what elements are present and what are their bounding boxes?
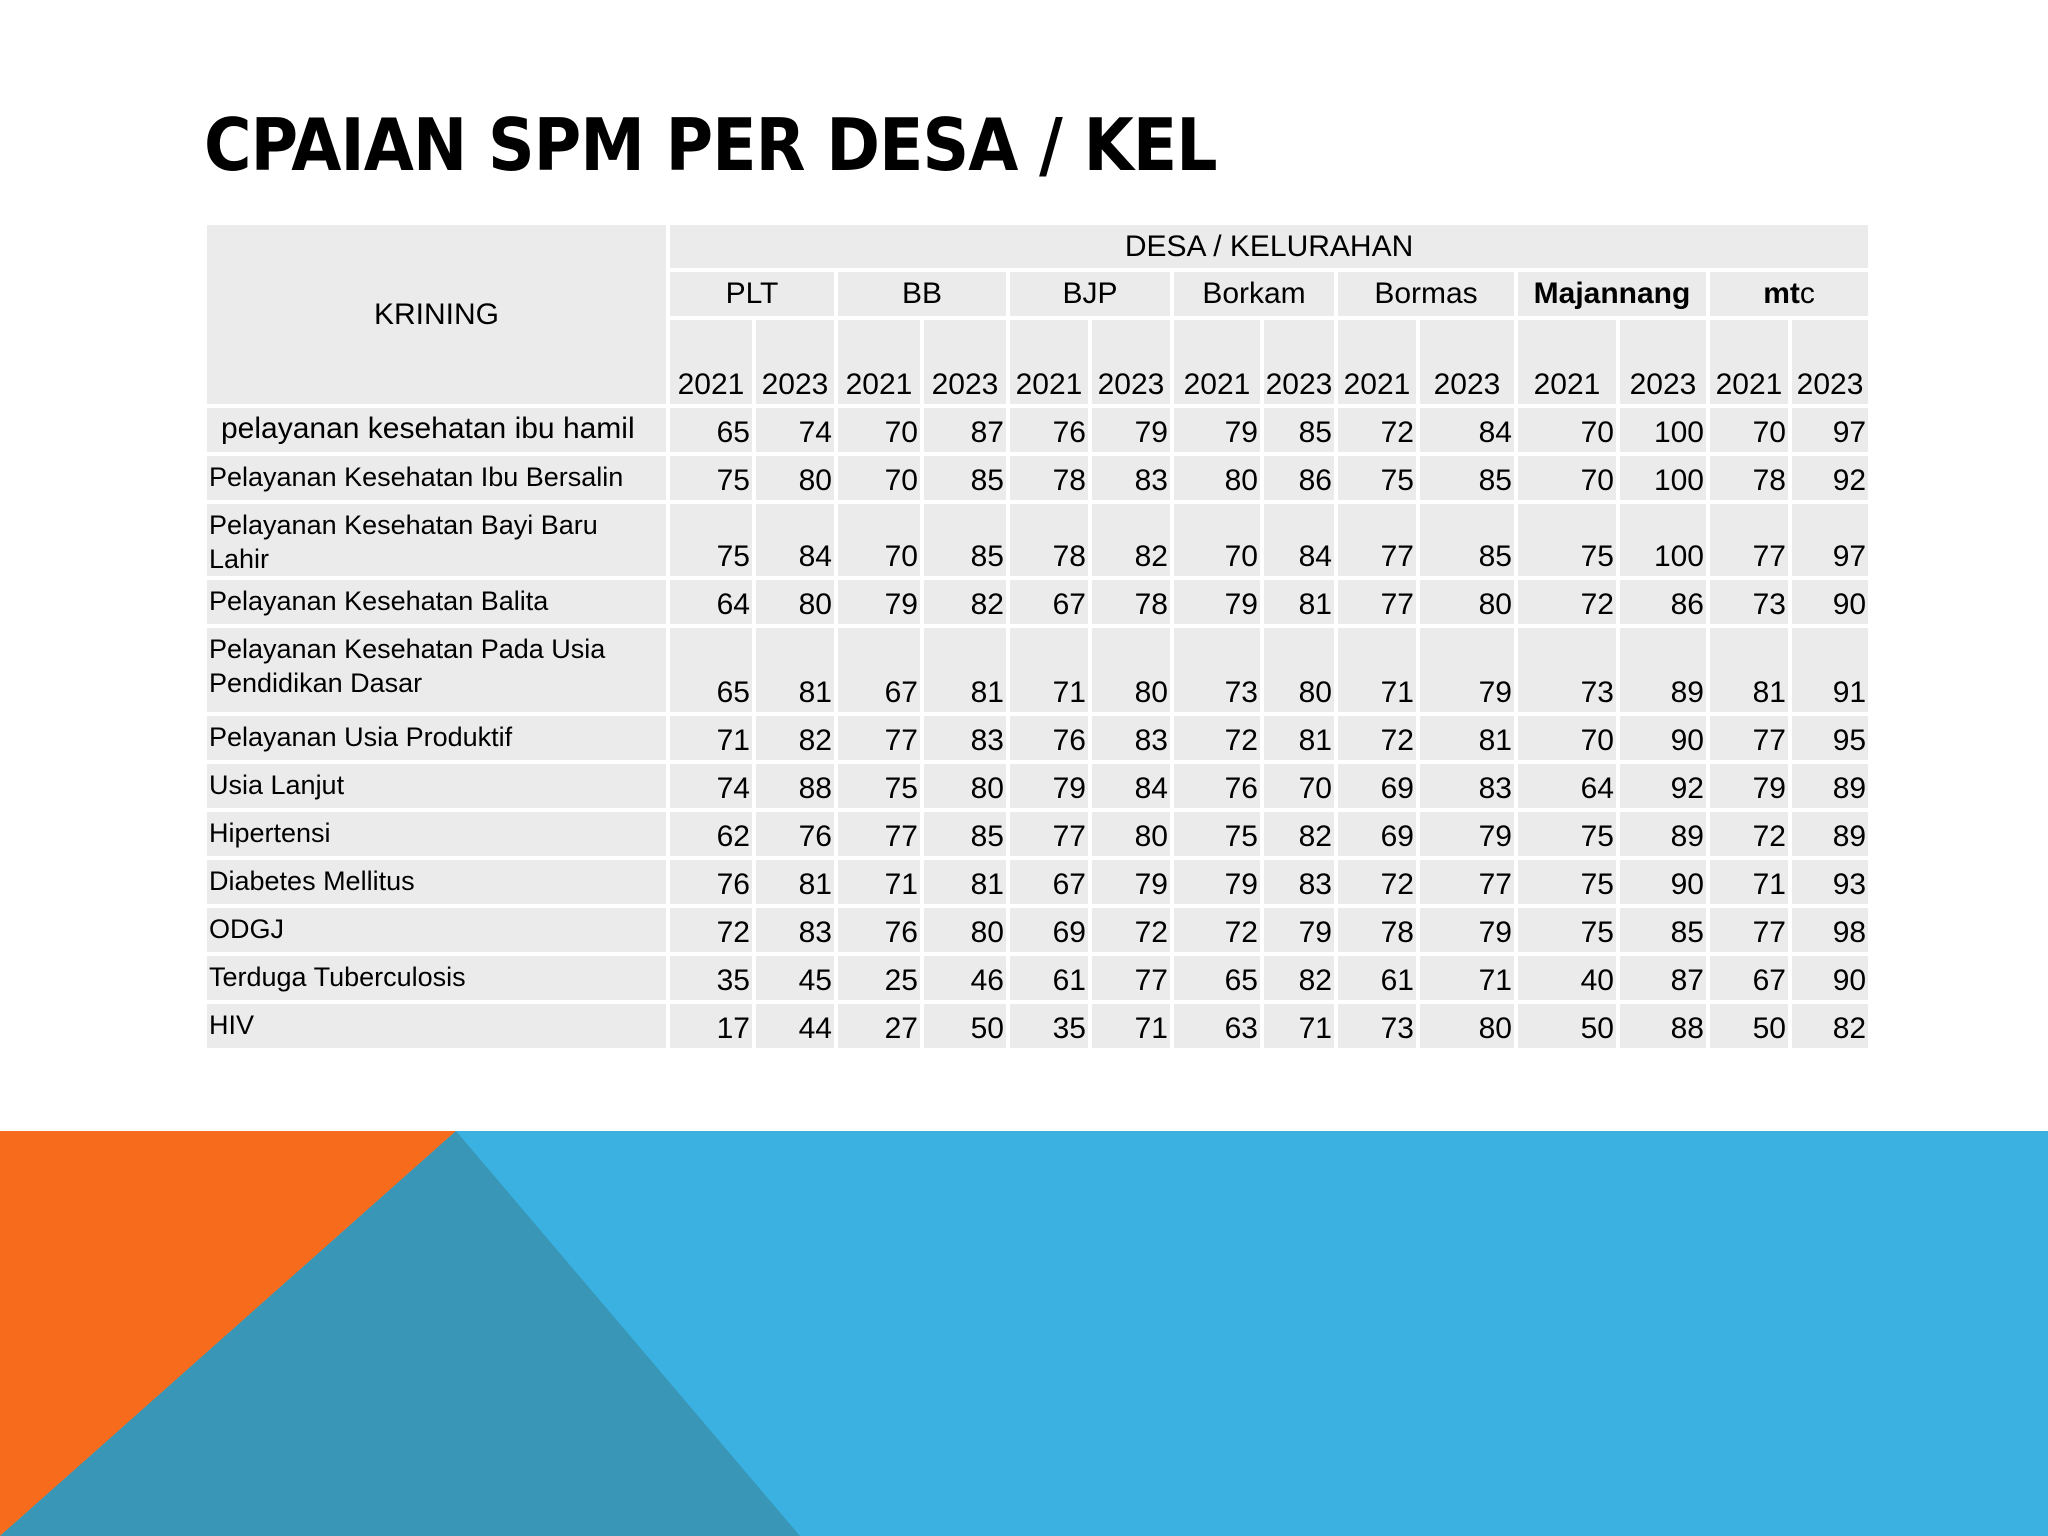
value-cell: 80: [754, 454, 836, 502]
value-cell: 44: [754, 1002, 836, 1050]
table-row: [205, 454, 1870, 502]
value-cell: 81: [922, 858, 1008, 906]
value-cell: 35: [668, 954, 754, 1002]
value-cell: 64: [668, 578, 754, 626]
value-cell: 35: [1008, 1002, 1090, 1050]
value-cell: 90: [1790, 954, 1870, 1002]
value-cell: 71: [1008, 626, 1090, 714]
value-cell: 70: [1516, 714, 1618, 762]
value-cell: 98: [1790, 906, 1870, 954]
value-cell: 76: [836, 906, 922, 954]
year-header-majannang-2023: 2023: [1618, 318, 1708, 406]
value-cell: 70: [1516, 406, 1618, 454]
value-cell: 100: [1618, 406, 1708, 454]
year-header-majannang-2021: 2021: [1516, 318, 1618, 406]
year-header-borkam-2021: 2021: [1172, 318, 1262, 406]
value-cell: 81: [1708, 626, 1790, 714]
value-cell: 81: [754, 858, 836, 906]
value-cell: 95: [1790, 714, 1870, 762]
value-cell: 97: [1790, 406, 1870, 454]
value-cell: 77: [1008, 810, 1090, 858]
value-cell: 82: [1262, 954, 1336, 1002]
value-cell: 78: [1090, 578, 1172, 626]
table-row: [205, 762, 1870, 810]
value-cell: 81: [922, 626, 1008, 714]
value-cell: 92: [1618, 762, 1708, 810]
value-cell: 79: [1418, 810, 1516, 858]
value-cell: 93: [1790, 858, 1870, 906]
value-cell: 80: [1418, 578, 1516, 626]
value-cell: 71: [668, 714, 754, 762]
value-cell: 85: [1418, 454, 1516, 502]
row-label: ODGJ: [205, 906, 668, 954]
value-cell: 79: [1172, 578, 1262, 626]
village-header-bjp: BJP: [1008, 270, 1172, 318]
value-cell: 46: [922, 954, 1008, 1002]
value-cell: 87: [922, 406, 1008, 454]
value-cell: 75: [836, 762, 922, 810]
year-header-mtc-2023: 2023: [1790, 318, 1870, 406]
village-name-bold-part: mt: [1763, 277, 1800, 310]
value-cell: 79: [1262, 906, 1336, 954]
value-cell: 72: [1172, 906, 1262, 954]
value-cell: 83: [1090, 714, 1172, 762]
value-cell: 77: [836, 810, 922, 858]
value-cell: 89: [1618, 810, 1708, 858]
value-cell: 85: [922, 502, 1008, 578]
value-cell: 77: [1708, 502, 1790, 578]
desa-kelurahan-header: DESA / KELURAHAN: [668, 223, 1870, 270]
year-header-bormas-2023: 2023: [1418, 318, 1516, 406]
value-cell: 85: [1618, 906, 1708, 954]
village-header-majannang: Majannang: [1516, 270, 1708, 318]
row-label: Usia Lanjut: [205, 762, 668, 810]
value-cell: 73: [1172, 626, 1262, 714]
value-cell: 77: [1336, 502, 1418, 578]
value-cell: 77: [1708, 714, 1790, 762]
value-cell: 80: [1262, 626, 1336, 714]
value-cell: 40: [1516, 954, 1618, 1002]
row-label: Terduga Tuberculosis: [205, 954, 668, 1002]
value-cell: 71: [1336, 626, 1418, 714]
value-cell: 80: [1090, 810, 1172, 858]
value-cell: 89: [1790, 762, 1870, 810]
value-cell: 76: [1008, 714, 1090, 762]
value-cell: 80: [1172, 454, 1262, 502]
value-cell: 80: [922, 762, 1008, 810]
value-cell: 72: [1516, 578, 1618, 626]
value-cell: 80: [1418, 1002, 1516, 1050]
village-header-mtc: [1708, 270, 1870, 318]
year-header-mtc-2021: 2021: [1708, 318, 1790, 406]
value-cell: 83: [1090, 454, 1172, 502]
value-cell: 71: [1708, 858, 1790, 906]
value-cell: 79: [1090, 858, 1172, 906]
table-row: [205, 502, 1870, 578]
table-row: [205, 810, 1870, 858]
value-cell: 90: [1618, 858, 1708, 906]
value-cell: 80: [754, 578, 836, 626]
value-cell: 89: [1790, 810, 1870, 858]
value-cell: 83: [754, 906, 836, 954]
row-label: Diabetes Mellitus: [205, 858, 668, 906]
value-cell: 45: [754, 954, 836, 1002]
value-cell: 64: [1516, 762, 1618, 810]
value-cell: 92: [1790, 454, 1870, 502]
value-cell: 79: [1418, 626, 1516, 714]
value-cell: 87: [1618, 954, 1708, 1002]
row-label: Pelayanan Kesehatan Pada Usia Pendidikan Dasar: [205, 626, 668, 714]
value-cell: 79: [1708, 762, 1790, 810]
value-cell: 50: [1708, 1002, 1790, 1050]
village-header-bb: BB: [836, 270, 1008, 318]
value-cell: 27: [836, 1002, 922, 1050]
value-cell: 79: [836, 578, 922, 626]
value-cell: 77: [1336, 578, 1418, 626]
value-cell: 78: [1008, 454, 1090, 502]
row-label: Pelayanan Usia Produktif: [205, 714, 668, 762]
value-cell: 70: [836, 502, 922, 578]
table-row: [205, 626, 1870, 714]
value-cell: 69: [1336, 762, 1418, 810]
value-cell: 71: [1262, 1002, 1336, 1050]
value-cell: 73: [1336, 1002, 1418, 1050]
value-cell: 83: [1262, 858, 1336, 906]
value-cell: 82: [1262, 810, 1336, 858]
village-header-plt: PLT: [668, 270, 836, 318]
value-cell: 85: [1418, 502, 1516, 578]
row-label: Pelayanan Kesehatan Bayi Baru Lahir: [205, 502, 668, 578]
value-cell: 79: [1090, 406, 1172, 454]
village-header-borkam: Borkam: [1172, 270, 1336, 318]
value-cell: 82: [754, 714, 836, 762]
value-cell: 67: [1708, 954, 1790, 1002]
value-cell: 81: [1262, 714, 1336, 762]
value-cell: 73: [1708, 578, 1790, 626]
value-cell: 79: [1008, 762, 1090, 810]
value-cell: 77: [1418, 858, 1516, 906]
value-cell: 73: [1516, 626, 1618, 714]
value-cell: 71: [1090, 1002, 1172, 1050]
value-cell: 81: [754, 626, 836, 714]
table-row: [205, 406, 1870, 454]
value-cell: 65: [1172, 954, 1262, 1002]
value-cell: 70: [1172, 502, 1262, 578]
value-cell: 84: [1418, 406, 1516, 454]
year-header-bb-2021: 2021: [836, 318, 922, 406]
year-header-plt-2021: 2021: [668, 318, 754, 406]
value-cell: 69: [1008, 906, 1090, 954]
value-cell: 78: [1336, 906, 1418, 954]
value-cell: 65: [668, 626, 754, 714]
table-row: [205, 858, 1870, 906]
value-cell: 100: [1618, 454, 1708, 502]
value-cell: 85: [1262, 406, 1336, 454]
value-cell: 70: [1708, 406, 1790, 454]
row-label: HIV: [205, 1002, 668, 1050]
value-cell: 76: [754, 810, 836, 858]
table-row: [205, 578, 1870, 626]
value-cell: 77: [1090, 954, 1172, 1002]
value-cell: 75: [1336, 454, 1418, 502]
year-header-bb-2023: 2023: [922, 318, 1008, 406]
value-cell: 97: [1790, 502, 1870, 578]
village-header-bormas: Bormas: [1336, 270, 1516, 318]
value-cell: 67: [1008, 578, 1090, 626]
value-cell: 25: [836, 954, 922, 1002]
value-cell: 76: [1008, 406, 1090, 454]
value-cell: 77: [836, 714, 922, 762]
value-cell: 70: [836, 406, 922, 454]
table-row: [205, 906, 1870, 954]
year-header-borkam-2023: 2023: [1262, 318, 1336, 406]
value-cell: 84: [1262, 502, 1336, 578]
row-label: Pelayanan Kesehatan Balita: [205, 578, 668, 626]
spm-table: [203, 221, 1872, 1052]
value-cell: 70: [1516, 454, 1618, 502]
value-cell: 74: [754, 406, 836, 454]
value-cell: 17: [668, 1002, 754, 1050]
value-cell: 75: [1516, 858, 1618, 906]
value-cell: 83: [1418, 762, 1516, 810]
value-cell: 89: [1618, 626, 1708, 714]
value-cell: 75: [1516, 810, 1618, 858]
value-cell: 72: [1172, 714, 1262, 762]
value-cell: 88: [1618, 1002, 1708, 1050]
year-header-bjp-2021: 2021: [1008, 318, 1090, 406]
value-cell: 82: [1090, 502, 1172, 578]
year-header-plt-2023: 2023: [754, 318, 836, 406]
value-cell: 82: [922, 578, 1008, 626]
value-cell: 85: [922, 810, 1008, 858]
value-cell: 84: [1090, 762, 1172, 810]
year-header-bjp-2023: 2023: [1090, 318, 1172, 406]
value-cell: 82: [1790, 1002, 1870, 1050]
value-cell: 90: [1790, 578, 1870, 626]
value-cell: 79: [1172, 858, 1262, 906]
value-cell: 72: [1090, 906, 1172, 954]
year-header-bormas-2021: 2021: [1336, 318, 1418, 406]
table-row: [205, 714, 1870, 762]
value-cell: 72: [1336, 406, 1418, 454]
village-name-rest-part: c: [1799, 277, 1815, 310]
value-cell: 72: [1708, 810, 1790, 858]
value-cell: 100: [1618, 502, 1708, 578]
row-label: Hipertensi: [205, 810, 668, 858]
value-cell: 70: [1262, 762, 1336, 810]
value-cell: 62: [668, 810, 754, 858]
value-cell: 80: [922, 906, 1008, 954]
value-cell: 74: [668, 762, 754, 810]
value-cell: 75: [1172, 810, 1262, 858]
value-cell: 78: [1708, 454, 1790, 502]
value-cell: 76: [668, 858, 754, 906]
value-cell: 78: [1008, 502, 1090, 578]
value-cell: 76: [1172, 762, 1262, 810]
value-cell: 80: [1090, 626, 1172, 714]
value-cell: 83: [922, 714, 1008, 762]
value-cell: 72: [668, 906, 754, 954]
value-cell: 72: [1336, 858, 1418, 906]
value-cell: 77: [1708, 906, 1790, 954]
value-cell: 75: [668, 454, 754, 502]
value-cell: 71: [1418, 954, 1516, 1002]
value-cell: 67: [1008, 858, 1090, 906]
value-cell: 72: [1336, 714, 1418, 762]
value-cell: 91: [1790, 626, 1870, 714]
value-cell: 84: [754, 502, 836, 578]
value-cell: 61: [1336, 954, 1418, 1002]
value-cell: 79: [1172, 406, 1262, 454]
value-cell: 70: [836, 454, 922, 502]
value-cell: 86: [1618, 578, 1708, 626]
value-cell: 81: [1262, 578, 1336, 626]
value-cell: 50: [1516, 1002, 1618, 1050]
decorative-bottom-band: [0, 1131, 2048, 1536]
value-cell: 63: [1172, 1002, 1262, 1050]
value-cell: 65: [668, 406, 754, 454]
value-cell: 75: [1516, 502, 1618, 578]
row-label: Pelayanan Kesehatan Ibu Bersalin: [205, 454, 668, 502]
krining-header: KRINING: [205, 223, 668, 406]
value-cell: 85: [922, 454, 1008, 502]
row-label: pelayanan kesehatan ibu hamil: [205, 406, 668, 454]
value-cell: 90: [1618, 714, 1708, 762]
value-cell: 79: [1418, 906, 1516, 954]
value-cell: 71: [836, 858, 922, 906]
slide-title: CPAIAN SPM PER DESA / KEL: [204, 103, 1217, 187]
value-cell: 50: [922, 1002, 1008, 1050]
value-cell: 75: [668, 502, 754, 578]
value-cell: 88: [754, 762, 836, 810]
value-cell: 81: [1418, 714, 1516, 762]
value-cell: 86: [1262, 454, 1336, 502]
table-row: [205, 1002, 1870, 1050]
value-cell: 69: [1336, 810, 1418, 858]
value-cell: 75: [1516, 906, 1618, 954]
table-row: [205, 954, 1870, 1002]
value-cell: 61: [1008, 954, 1090, 1002]
value-cell: 67: [836, 626, 922, 714]
